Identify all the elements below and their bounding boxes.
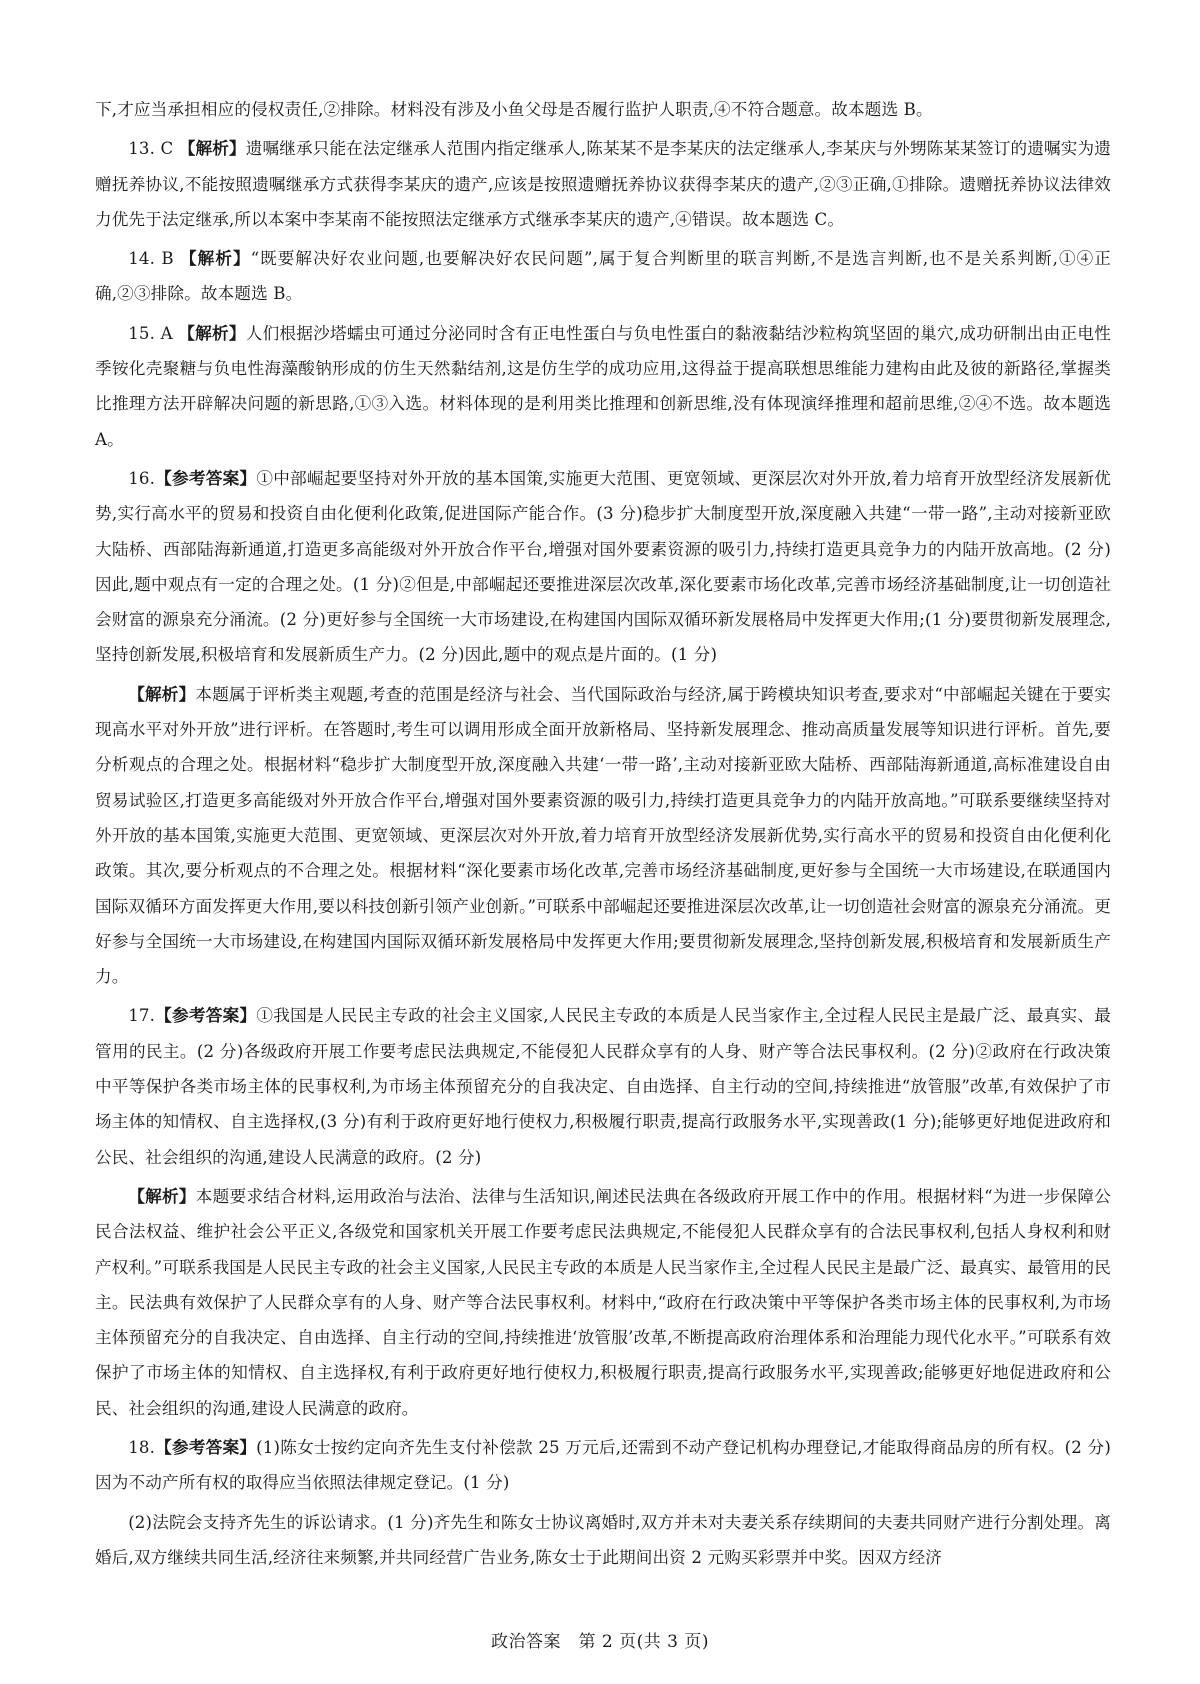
paragraph-17-analysis [95,1179,1111,1426]
paragraph-text: ①我国是人民民主专政的社会主义国家,人民民主专政的本质是人民当家作主,全过程人民民主是最广泛、最真实、最管用的民主。(2 分)各级政府开展工作要考虑民法典规定,不能侵犯人民群众享有的人身、财产等合法民事权利。(2 分)②政府在行政决策中平等保护各类市场主体的民事权利,为市场主体预留充分的自我决定、自由选择、自主行动的空间,持续推进“放管服”改革,有效保护了市场主体的知情权、自主选择权,(3 分)有利于政府更好地行使权力,积极履行职责,提高行政服务水平,实现善政(1 分);能够更好地促进政府和公民、社会组织的沟通,建设人民满意的政府。(2 分) [95,1006,1111,1167]
answer-page [95,92,1111,1579]
paragraph-text: 本题要求结合材料,运用政治与法治、法律与生活知识,阐述民法典在各级政府开展工作中的作用。根据材料“为进一步保障公民合法权益、维护社会公平正义,各级党和国家机关开展工作要考虑民法典规定,不能侵犯人民群众享有的合法民事权利,包括人身权利和财产权利。”可联系我国是人民民主专政的社会主义国家,人民民主专政的本质是人民当家作主,全过程人民民主是最广泛、最真实、最管用的民主。民法典有效保护了人民群众享有的人身、财产等合法民事权利。材料中,“政府在行政决策中平等保护各类市场主体的民事权利,为市场主体预留充分的自我决定、自由选择、自主行动的空间,持续推进‘放管服’改革,不断提高政府治理体系和治理能力现代化水平。”可联系有效保护了市场主体的知情权、自主选择权,有利于政府更好地行使权力,积极履行职责,提高行政服务水平,实现善政;能够更好地促进政府和公民、社会组织的沟通,建设人民满意的政府。 [95,1186,1111,1418]
question-number: 16. [128,468,156,488]
paragraph-text: 本题属于评析类主观题,考查的范围是经济与社会、当代国际政治与经济,属于跨模块知识考查,要求对“中部崛起关键在于要实现高水平对外开放”进行评析。在答题时,考生可以调用形成全面开放新格局、坚持新发展理念、推动高质量发展等知识进行评析。首先,要分析观点的合理之处。根据材料“稳步扩大制度型开放,深度融入共建‘一带一路’,主动对接新亚欧大陆桥、西部陆海新通道,高标准建设自由贸易试验区,打造更多高能级对外开放合作平台,增强对国外要素资源的吸引力,持续打造更具竞争力的内陆开放高地。”可联系要继续坚持对外开放的基本国策,实施更大范围、更宽领域、更深层次对外开放,着力培育开放型经济发展新优势,实行高水平的贸易和投资自由化便利化政策。其次,要分析观点的不合理之处。根据材料“深化要素市场化改革,完善市场经济基础制度,更好参与全国统一大市场建设,在联通国内国际双循环方面发挥更大作用,要以科技创新引领产业创新。”可联系中部崛起还要推进深层次改革,让一切创造社会财富的源泉充分涌流。更好参与全国统一大市场建设,在构建国内国际双循环新发展格局中发挥更大作用;要贯彻新发展理念,坚持创新发展,积极培育和发展新质生产力。 [95,684,1111,987]
paragraph-text: 遗嘱继承只能在法定继承人范围内指定继承人,陈某某不是李某庆的法定继承人,李某庆与外甥陈某某签订的遗嘱实为遗赠抚养协议,不能按照遗嘱继承方式获得李某庆的遗产,应该是按照遗赠抚养协议获得李某庆的遗产,②③正确,①排除。遗赠抚养协议法律效力优先于法定继承,所以本案中李某南不能按照法定继承方式继承李某庆的遗产,④错误。故本题选 C。 [95,139,1111,229]
paragraph-text: (1)陈女士按约定向齐先生支付补偿款 25 万元后,还需到不动产登记机构办理登记,才能取得商品房的所有权。(2 分)因为不动产所有权的取得应当依照法律规定登记。(1 分) [95,1437,1111,1493]
paragraph-15 [95,316,1111,457]
paragraph-text: (2)法院会支持齐先生的诉讼请求。(1 分)齐先生和陈女士协议离婚时,双方并未对夫妻关系存续期间的夫妻共同财产进行分割处理。离婚后,双方继续共同生活,经济往来频繁,并共同经营广告业务,陈女士于此期间出资 2 元购买彩票并中奖。因双方经济 [95,1512,1111,1567]
paragraph-text: ①中部崛起要坚持对外开放的基本国策,实施更大范围、更宽领域、更深层次对外开放,着力培育开放型经济发展新优势,实行高水平的贸易和投资自由化便利化政策,促进国际产能合作。(3 分)稳步扩大制度型开放,深度融入共建“一带一路”,主动对接新亚欧大陆桥、西部陆海新通道,打造更多高能级对外开放合作平台,增强对国外要素资源的吸引力,持续打造更具竞争力的内陆开放高地。(2 分)因此,题中观点有一定的合理之处。(1 分)②但是,中部崛起还要推进深层次改革,深化要素市场化改革,完善市场经济基础制度,让一切创造社会财富的源泉充分涌流。(2 分)更好参与全国统一大市场建设,在构建国内国际双循环新发展格局中发挥更大作用;(1 分)要贯彻新发展理念,坚持创新发展,积极培育和发展新质生产力。(2 分)因此,题中的观点是片面的。(1 分) [95,468,1111,665]
section-tag: 【参考答案】 [155,1005,257,1026]
paragraph-16-analysis [95,677,1111,995]
page-footer: 政治答案 第 2 页(共 3 页) [490,1632,709,1652]
question-number: 14. B [128,249,181,269]
paragraph-13 [95,131,1111,237]
section-tag: 【解析】 [128,683,196,704]
section-tag: 【解析】 [178,138,246,159]
section-tag: 【解析】 [128,1185,196,1206]
section-tag: 【解析】 [178,322,246,343]
paragraph-18-answer-1 [95,1430,1111,1501]
paragraph-18-answer-2 [95,1505,1111,1576]
section-tag: 【参考答案】 [155,467,257,488]
section-tag: 【参考答案】 [155,1436,257,1457]
paragraph-0 [95,92,1111,127]
paragraph-17-answer [95,998,1111,1174]
paragraph-text: 人们根据沙塔蠕虫可通过分泌同时含有正电性蛋白与负电性蛋白的黏液黏结沙粒构筑坚固的巢穴,成功研制出由正电性季铵化壳聚糖与负电性海藻酸钠形成的仿生天然黏结剂,这是仿生学的成功应用,这得益于提高联想思维能力建构由此及彼的新路径,掌握类比推理方法开辟解决问题的新思路,①③入选。材料体现的是利用类比推理和创新思维,没有体现演绎推理和超前思维,②④不选。故本题选 A。 [95,323,1111,449]
question-number: 18. [128,1437,156,1457]
paragraph-text: “既要解决好农业问题,也要解决好农民问题”,属于复合判断里的联言判断,不是选言判断,也不是关系判断,①④正确,②③排除。故本题选 B。 [95,249,1111,304]
section-tag: 【解析】 [180,248,251,269]
question-number: 17. [128,1006,156,1026]
paragraph-text: 下,才应当承担相应的侵权责任,②排除。材料没有涉及小鱼父母是否履行监护人职责,④不符合题意。故本题选 B。 [95,100,933,119]
question-number: 13. C [128,139,179,159]
paragraph-16-answer [95,461,1111,673]
question-number: 15. A [128,323,179,343]
paragraph-14 [95,241,1111,312]
